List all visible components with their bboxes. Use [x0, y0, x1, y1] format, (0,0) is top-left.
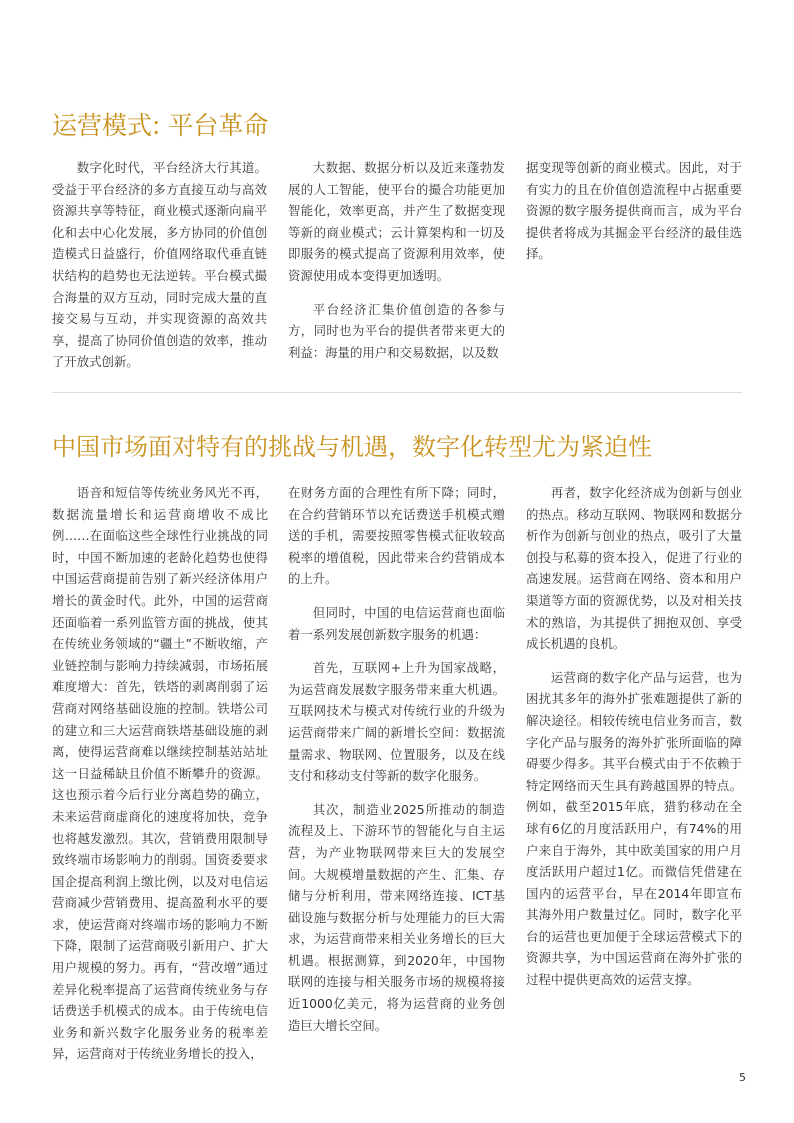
paragraph: 语音和短信等传统业务风光不再，数据流量增长和运营商增收不成比例……在面临这些全球性行业挑战的同时，中国不断加速的老龄化趋势也使得中国运营商提前告别了新兴经济体用户增长的黄金时代。此外，中国的运营商还面临着一系列监管方面的挑战，使其在传统业务领域的“疆土”不断收缩，产业链控制与影响力持续减弱，市场拓展难度增大：首先，铁塔的剥离削弱了运营商对网络基础设施的控制。铁塔公司的建立和三大运营商铁塔基础设施的剥离，使得运营商难以继续控制基站站址这一日益稀缺且价值不断攀升的资源。这也预示着今后行业分离趋势的确立，未来运营商虚商化的速度将加快，竞争也将越发激烈。其次，营销费用限制导致终端市场影响力的削弱。国资委要求国企提高利润上缴比例，以及对电信运营商减少营销费用、提高盈利水平的要求，使运营商对终端市场的影响力不断下降，限制了运营商吸引新用户、扩大用户规模的努力。再有，“营改增”通过差异化税率提高了运营商传统业务与存话费送手机模式的成本。由于传统电信业务和新兴数字化服务业务的税率差异，运营商对于传统业务增长的投入， [52, 485, 268, 1062]
section1-column-2 [288, 157, 505, 375]
paragraph: 其次，制造业2025所推动的制造流程及上、下游环节的智能化与自主运营，为产业物联网带来巨大的发展空间。大规模增量数据的产生、汇集、存储与分析利用，带来网络连接、ICT基础设施与数据分析与处理能力的巨大需求，为运营商带来相关业务增长的巨大机遇。根据测算，到2020年，中国物联网的连接与相关服务市场的规模将接近1000亿美元，将为运营商的业务创造巨大增长空间。 [288, 801, 505, 1033]
section2-column-3 [526, 482, 742, 1003]
section-divider [52, 392, 742, 393]
section1-column-1 [52, 157, 267, 385]
paragraph: 但同时，中国的电信运营商也面临着一系列发展创新数字服务的机遇： [288, 604, 505, 642]
paragraph: 再者，数字化经济成为创新与创业的热点。移动互联网、物联网和数据分析作为创新与创业的热点，吸引了大量创投与私募的资本投入，促进了行业的高速发展。运营商在网络、资本和用户渠道等方面的资源优势，以及对相关技术的熟谙，为其提供了拥抱双创、享受成长机遇的良机。 [526, 485, 742, 652]
section2-column-2 [288, 482, 505, 1048]
section2-column-1 [52, 482, 268, 1077]
paragraph: 运营商的数字化产品与运营，也为困扰其多年的海外扩张难题提供了新的解决途径。相较传统电信业务而言，数字化产品与服务的海外扩张所面临的障碍要少得多。其平台模式由于不依赖于特定网络而天生具有跨越国界的特点。例如，截至2015年底，猎豹移动在全球有6亿的月度活跃用户，有74%的用户来自于海外，其中欧美国家的用户月度活跃用户超过1亿。而微信凭借建在国内的运营平台，早在2014年即宣布其海外用户数量过亿。同时，数字化平台的运营也更加便于全球运营模式下的资源共享，为中国运营商在海外扩张的过程中提供更高效的运营支撑。 [526, 669, 742, 988]
paragraph: 平台经济汇集价值创造的各参与方，同时也为平台的提供者带来更大的利益：海量的用户和交易数据，以及数 [288, 301, 505, 360]
section-title-platform-revolution: 运营模式: 平台革命 [52, 111, 269, 140]
paragraph: 数字化时代，平台经济大行其道。受益于平台经济的多方直接互动与高效资源共享等特征，商业模式逐渐向扁平化和去中心化发展，多方协同的价值创造模式日益盛行，价值网络取代垂直链状结构的趋势也无法逆转。平台模式撮合海量的双方互动，同时完成大量的直接交易与互动，并实现资源的高效共享，提高了协同价值创造的效率，推动了开放式创新。 [52, 160, 267, 370]
section-title-china-market: 中国市场面对特有的挑战与机遇，数字化转型尤为紧迫性 [52, 433, 652, 461]
section1-column-3 [526, 157, 742, 277]
page-number: 5 [739, 1071, 746, 1084]
paragraph: 大数据、数据分析以及近来蓬勃发展的人工智能，使平台的撮合功能更加智能化，效率更高，并产生了数据变现等新的商业模式；云计算架构和一切及即服务的模式提高了资源利用效率，使资源使用成本变得更加透明。 [288, 160, 505, 283]
paragraph: 在财务方面的合理性有所下降；同时，在合约营销环节以充话费送手机模式赠送的手机，需要按照零售模式征收较高税率的增值税，因此带来合约营销成本的上升。 [288, 485, 505, 587]
paragraph: 首先，互联网+上升为国家战略，为运营商发展数字服务带来重大机遇。互联网技术与模式对传统行业的升级为运营商带来广阔的新增长空间：数据流量需求、物联网、位置服务，以及在线支付和移动支付等新的数字化服务。 [288, 660, 505, 784]
paragraph: 据变现等创新的商业模式。因此，对于有实力的且在价值创造流程中占据重要资源的数字服务提供商而言，成为平台提供者将成为其掘金平台经济的最佳选择。 [526, 160, 742, 262]
